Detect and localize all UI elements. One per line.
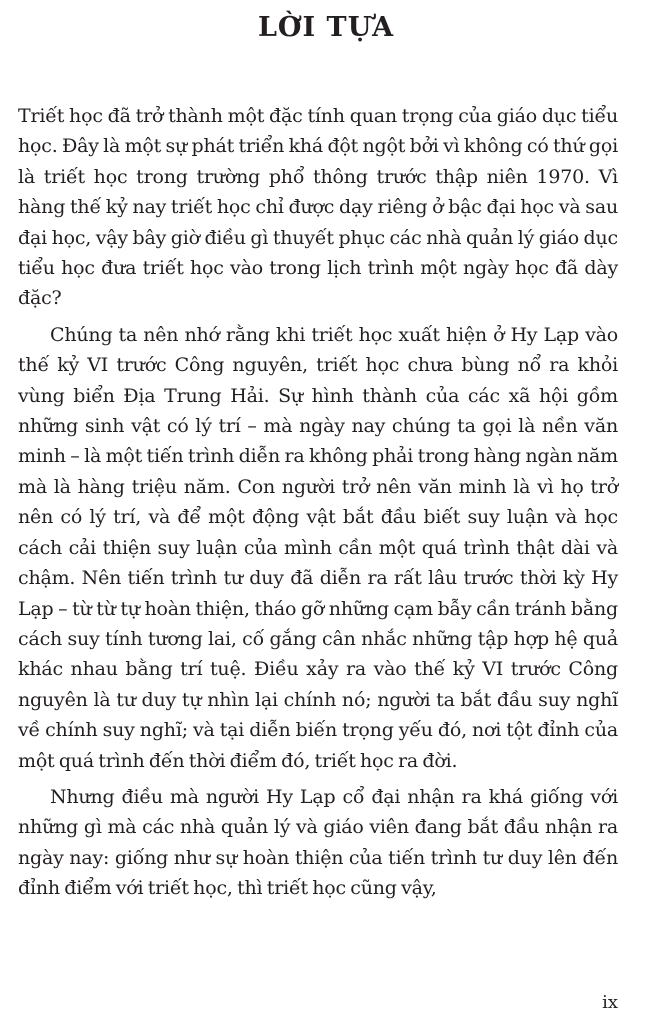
- paragraph-1: Triết học đã trở thành một đặc tính quan trọng của giáo dục tiểu học. Đây là một sự phát triển khá đột ngột bởi vì không có thứ gọi là triết học trong trường phổ thông trước thập niên 1970. Vì hàng thế kỷ nay triết học chỉ được dạy riêng ở bậc đại học và sau đại học, vậy bây giờ điều gì thuyết phục các nhà quản lý giáo dục tiểu học đưa triết học vào trong lịch trình một ngày học đã dày đặc?: [18, 105, 618, 310]
- page-title: LỜI TỰA: [257, 12, 395, 43]
- paragraph-2: Chúng ta nên nhớ rằng khi triết học xuất hiện ở Hy Lạp vào thế kỷ VI trước Công nguyên, triết học chưa bùng nổ ra khỏi vùng biển Địa Trung Hải. Sự hình thành của các xã hội gồm những sinh vật có lý trí – mà ngày nay chúng ta gọi là nền văn minh – là một tiến trình diễn ra không phải trong hàng ngàn năm mà là hàng triệu năm. Con người trở nên văn minh là vì họ trở nên có lý trí, và để một động vật bắt đầu biết suy luận và học cách cải thiện suy luận của mình cần một quá trình thật dài và chậm. Nên tiến trình tư duy đã diễn ra rất lâu trước thời kỳ Hy Lạp – từ từ tự hoàn thiện, tháo gỡ những cạm bẫy cần tránh bằng cách suy tính tương lai, cố gắng cân nhắc những tập hợp hệ quả khác nhau bằng trí tuệ. Điều xảy ra vào thế kỷ VI trước Công nguyên là tư duy tự nhìn lại chính nó; người ta bắt đầu suy nghĩ về chính suy nghĩ; và tại diễn biến trọng yếu đó, nơi tột đỉnh của một quá trình đến thời điểm đó, triết học ra đời.: [18, 323, 618, 772]
- paragraph-3: Nhưng điều mà người Hy Lạp cổ đại nhận ra khá giống với những gì mà các nhà quản lý và giáo viên đang bắt đầu nhận ra ngày nay: giống như sự hoàn thiện của tiến trình tư duy lên đến đỉnh điểm với triết học, thì triết học cũng vậy,: [18, 785, 618, 900]
- page-number: ix: [602, 992, 618, 1013]
- body-text: [18, 101, 618, 910]
